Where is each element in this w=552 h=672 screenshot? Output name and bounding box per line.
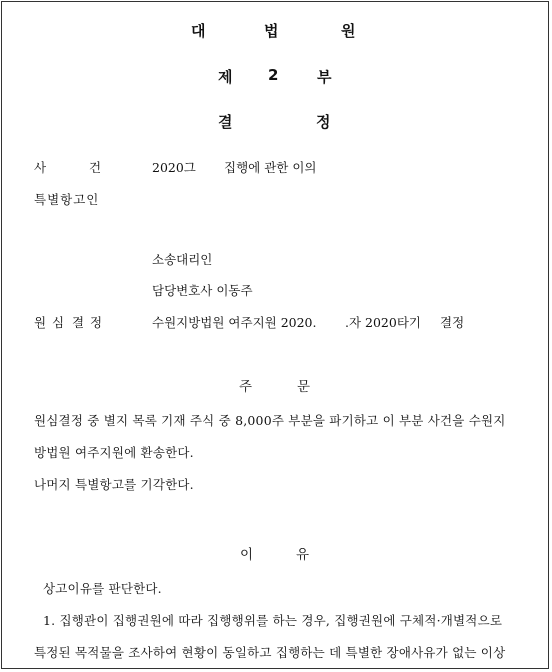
court-name-char: 법 bbox=[264, 22, 279, 40]
doc-type-char: 정 bbox=[316, 113, 331, 131]
ruling-text: 나머지 특별항고를 기각한다. bbox=[34, 477, 194, 492]
reasons-paragraph: 1. 집행관이 집행권원에 따라 집행행위를 하는 경우, 집행권원에 구체적·개별적으로 bbox=[43, 613, 503, 628]
court-name-char: 대 bbox=[191, 22, 206, 40]
attorney-lawyer: 담당변호사 이동주 bbox=[152, 283, 253, 298]
case-number: 2020그 bbox=[152, 160, 196, 175]
reasons-paragraph: 특정된 목적물을 조사하여 현황이 동일하고 집행하는 데 특별한 장애사유가 없는 이상 bbox=[34, 645, 506, 660]
division-char: 2 bbox=[268, 66, 279, 84]
lower-decision-kind: 결정 bbox=[440, 315, 465, 330]
court-name-char: 원 bbox=[341, 22, 356, 40]
ruling-heading-char: 문 bbox=[297, 379, 311, 395]
division-char: 부 bbox=[317, 68, 332, 86]
lower-decision-date: .자 2020타기 bbox=[345, 315, 421, 330]
lower-decision-label-char: 원 bbox=[34, 315, 47, 330]
case-label-char: 사 bbox=[34, 160, 47, 175]
ruling-text: 방법원 여주지원에 환송한다. bbox=[34, 445, 194, 460]
ruling-heading-char: 주 bbox=[239, 379, 253, 395]
case-title: 집행에 관한 이의 bbox=[224, 160, 317, 175]
reasons-intro: 상고이유를 판단한다. bbox=[43, 581, 162, 596]
lower-decision-label-char: 정 bbox=[90, 315, 103, 330]
reasons-heading-char: 이 bbox=[240, 547, 254, 563]
reasons-heading-char: 유 bbox=[296, 547, 310, 563]
case-label-char: 건 bbox=[89, 160, 102, 175]
document-frame bbox=[1, 1, 549, 669]
division-char: 제 bbox=[218, 68, 233, 86]
doc-type-char: 결 bbox=[218, 113, 233, 131]
attorney-label: 소송대리인 bbox=[152, 252, 213, 267]
appellant-label: 특별항고인 bbox=[34, 192, 100, 207]
ruling-text: 원심결정 중 별지 목록 기재 주식 중 8,000주 부분을 파기하고 이 부분 사건을 수원지 bbox=[34, 413, 506, 428]
lower-decision-court: 수원지방법원 여주지원 2020. bbox=[152, 315, 317, 330]
lower-decision-label-char: 결 bbox=[72, 315, 85, 330]
lower-decision-label-char: 심 bbox=[52, 315, 65, 330]
